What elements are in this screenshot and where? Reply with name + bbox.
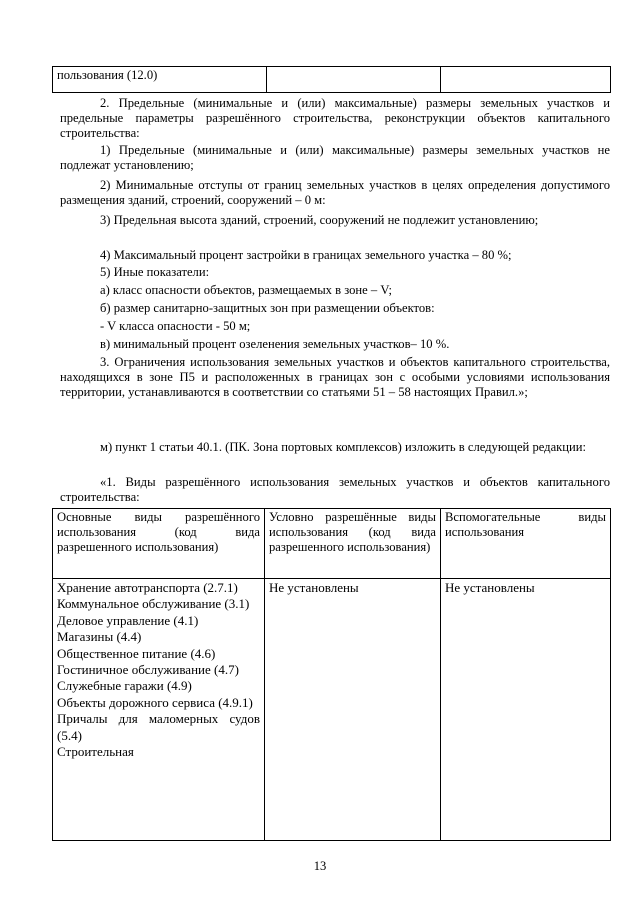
table-cell [267, 67, 441, 93]
header-conditional-uses: Условно разрешённые виды использования (код вида разрешенного использования) [269, 510, 436, 554]
header-main-uses: Основные виды разрешённого использования (код вида разрешенного использования) [57, 510, 260, 554]
paragraph-2-item-5b: б) размер санитарно-защитных зон при размещении объектов: [100, 301, 435, 315]
table-header-cell [441, 509, 611, 579]
paragraph-2-item-5a: а) класс опасности объектов, размещаемых в зоне – V; [100, 283, 392, 297]
paragraph-m: м) пункт 1 статьи 40.1. (ПК. Зона портовых комплексов) изложить в следующей редакции: [100, 440, 586, 454]
paragraph-2-item-3: 3) Предельная высота зданий, строений, сооружений не подлежит установлению; [100, 213, 539, 227]
table-cell [441, 67, 611, 93]
header-auxiliary-uses: Вспомогательные виды использования [445, 510, 606, 539]
paragraph-2-item-1: 1) Предельные (минимальные и (или) максимальные) размеры земельных участков не подлежат установлению; [60, 143, 610, 173]
top-table [52, 66, 611, 93]
page-number: 13 [313, 859, 327, 873]
list-item: Служебные гаражи (4.9) [57, 678, 192, 694]
paragraph-3: 3. Ограничения использования земельных участков и объектов капитального строительства, находящихся в зоне П5 и расположенных в границах зон с особыми условиями использования территории, устанавливаются в соответствии со статьями 51 – 58 настоящих Правил.»; [60, 355, 610, 400]
table-cell: пользования (12.0) [53, 67, 267, 93]
list-item: Причалы для маломерных судов (5.4) [57, 711, 260, 743]
table-row [53, 579, 611, 841]
paragraph-2-item-5: 5) Иные показатели: [100, 265, 210, 279]
paragraph-quote: «1. Виды разрешённого использования земельных участков и объектов капитального строительства: [60, 475, 610, 505]
list-item: Хранение автотранспорта (2.7.1) [57, 580, 238, 595]
table-header-cell [265, 509, 441, 579]
list-item: Строительная [57, 744, 134, 760]
paragraph-2-item-5b1: - V класса опасности - 50 м; [100, 319, 251, 333]
list-item: Магазины (4.4) [57, 629, 142, 645]
table-header-row [53, 509, 611, 579]
table-cell-main-uses [53, 579, 265, 841]
table-row [53, 67, 611, 93]
table-cell-auxiliary-uses: Не установлены [441, 579, 611, 841]
list-item: Гостиничное обслуживание (4.7) [57, 662, 239, 678]
paragraph-2-item-4: 4) Максимальный процент застройки в границах земельного участка – 80 %; [100, 248, 512, 262]
land-use-table [52, 508, 611, 841]
table-header-cell [53, 509, 265, 579]
list-item: Объекты дорожного сервиса (4.9.1) [57, 694, 253, 710]
paragraph-2-heading: 2. Предельные (минимальные и (или) максимальные) размеры земельных участков и предельные параметры разрешённого строительства, реконструкции объектов капитального строительства: [60, 96, 610, 141]
list-item: Общественное питание (4.6) [57, 645, 216, 661]
list-item: Коммунальное обслуживание (3.1) [57, 596, 250, 612]
paragraph-2-item-5c: в) минимальный процент озеленения земельных участков– 10 %. [100, 337, 450, 351]
table-cell-conditional-uses: Не установлены [265, 579, 441, 841]
paragraph-2-item-2: 2) Минимальные отступы от границ земельных участков в целях определения допустимого размещения зданий, строений, сооружений – 0 м: [60, 178, 610, 208]
list-item: Деловое управление (4.1) [57, 612, 199, 628]
